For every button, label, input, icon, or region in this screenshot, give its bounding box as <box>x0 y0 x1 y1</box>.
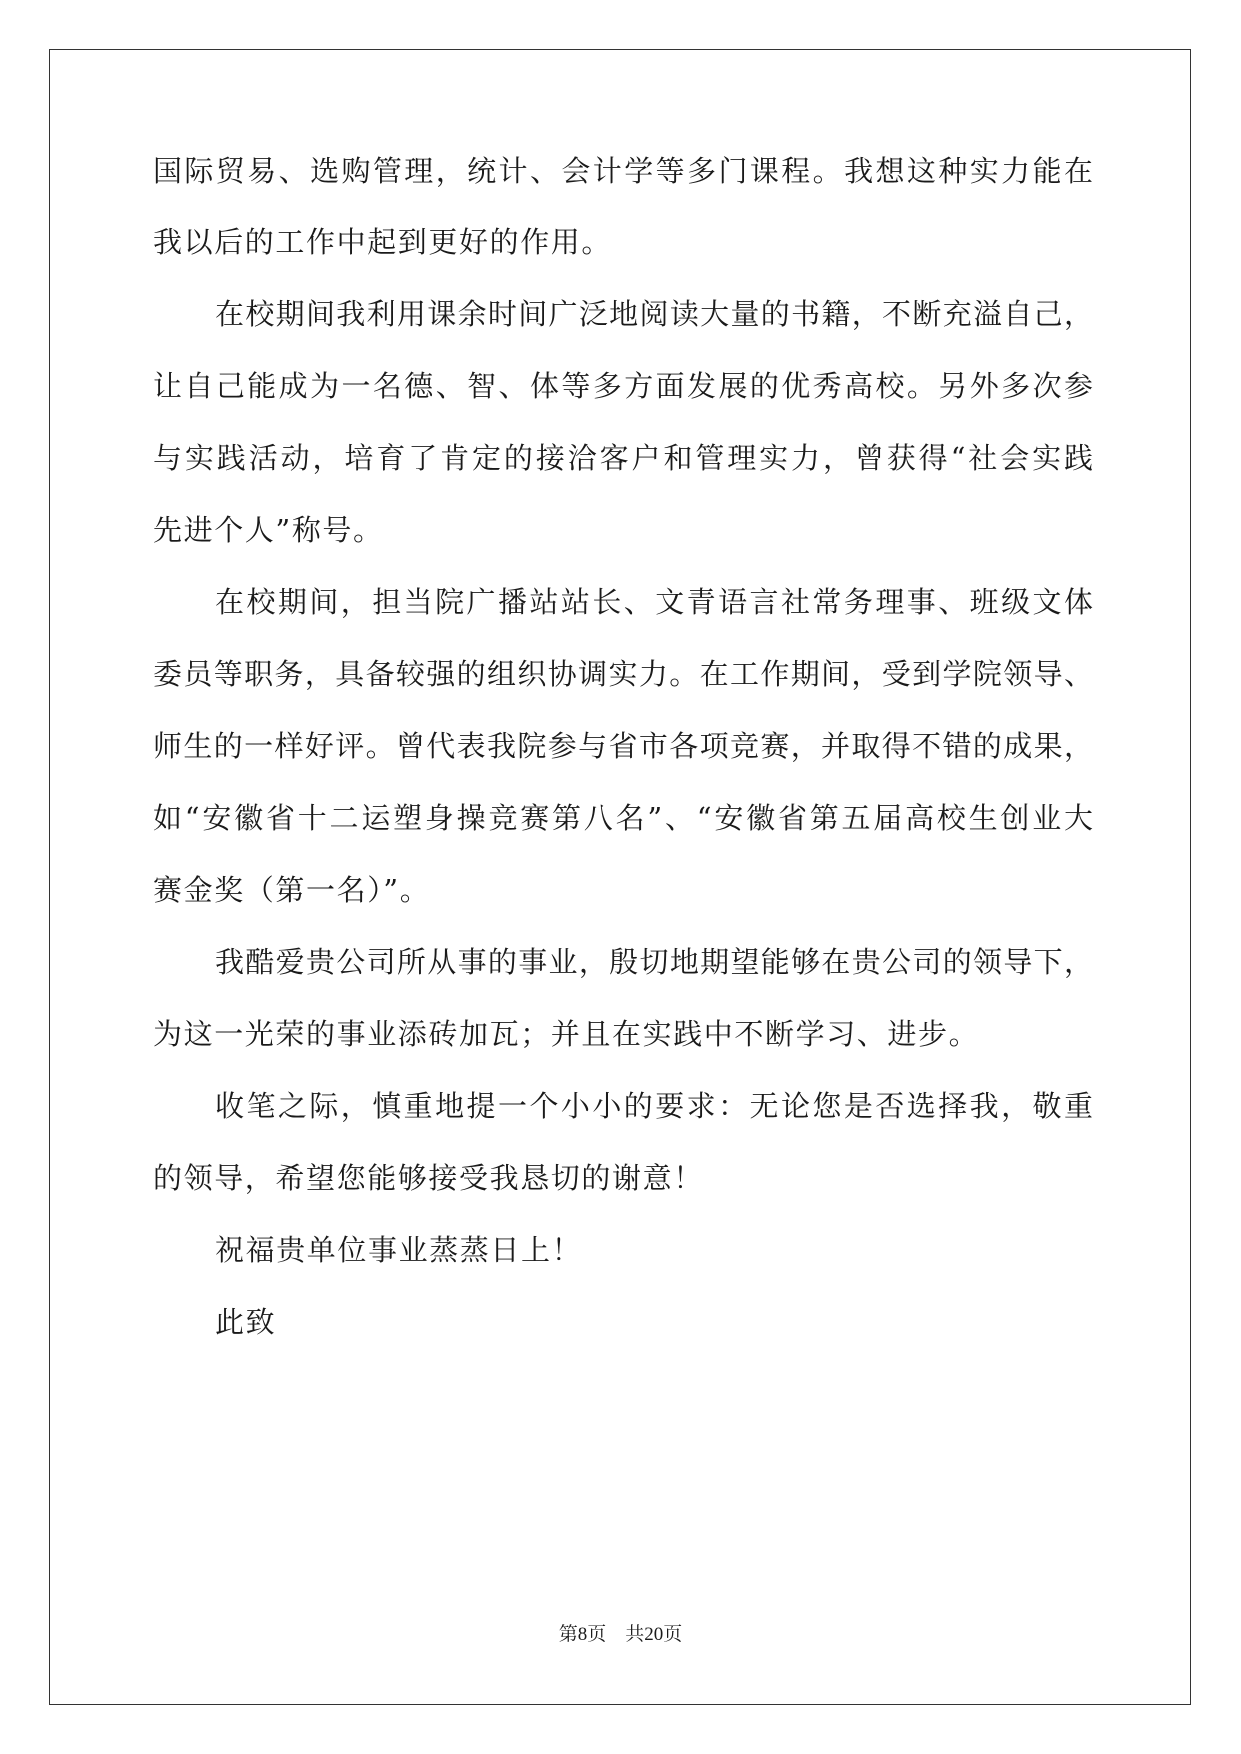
text-line: 我以后的工作中起到更好的作用。 <box>153 225 613 259</box>
text-line: 收笔之际，慎重地提一个小小的要求：无论您是否选择我，敬重 <box>215 1089 1093 1123</box>
page-number: 第8页 共20页 <box>558 1624 683 1645</box>
text-line: 先进个人”称号。 <box>153 513 384 547</box>
text-line: 我酷爱贵公司所从事的事业，殷切地期望能够在贵公司的领导下， <box>215 945 1093 979</box>
text-line: 国际贸易、选购管理，统计、会计学等多门课程。我想这种实力能在 <box>153 154 1093 188</box>
text-line: 让自己能成为一名德、智、体等多方面发展的优秀高校。另外多次参 <box>153 369 1093 403</box>
text-line: 在校期间我利用课余时间广泛地阅读大量的书籍，不断充溢自己， <box>215 297 1093 331</box>
text-line: 师生的一样好评。曾代表我院参与省市各项竞赛，并取得不错的成果， <box>153 729 1093 763</box>
text-line: 祝福贵单位事业蒸蒸日上！ <box>215 1233 583 1267</box>
text-line: 在校期间，担当院广播站站长、文青语言社常务理事、班级文体 <box>215 585 1093 619</box>
text-line: 此致 <box>215 1305 277 1339</box>
text-line: 为这一光荣的事业添砖加瓦；并且在实践中不断学习、进步。 <box>153 1017 980 1051</box>
text-line: 与实践活动，培育了肯定的接洽客户和管理实力，曾获得“社会实践 <box>153 441 1093 475</box>
text-line: 如“安徽省十二运塑身操竞赛第八名”、“安徽省第五届高校生创业大 <box>153 801 1093 835</box>
text-line: 委员等职务，具备较强的组织协调实力。在工作期间，受到学院领导、 <box>153 657 1093 691</box>
text-line: 的领导，希望您能够接受我恳切的谢意！ <box>153 1161 704 1195</box>
text-line: 赛金奖（第一名）”。 <box>153 873 431 907</box>
